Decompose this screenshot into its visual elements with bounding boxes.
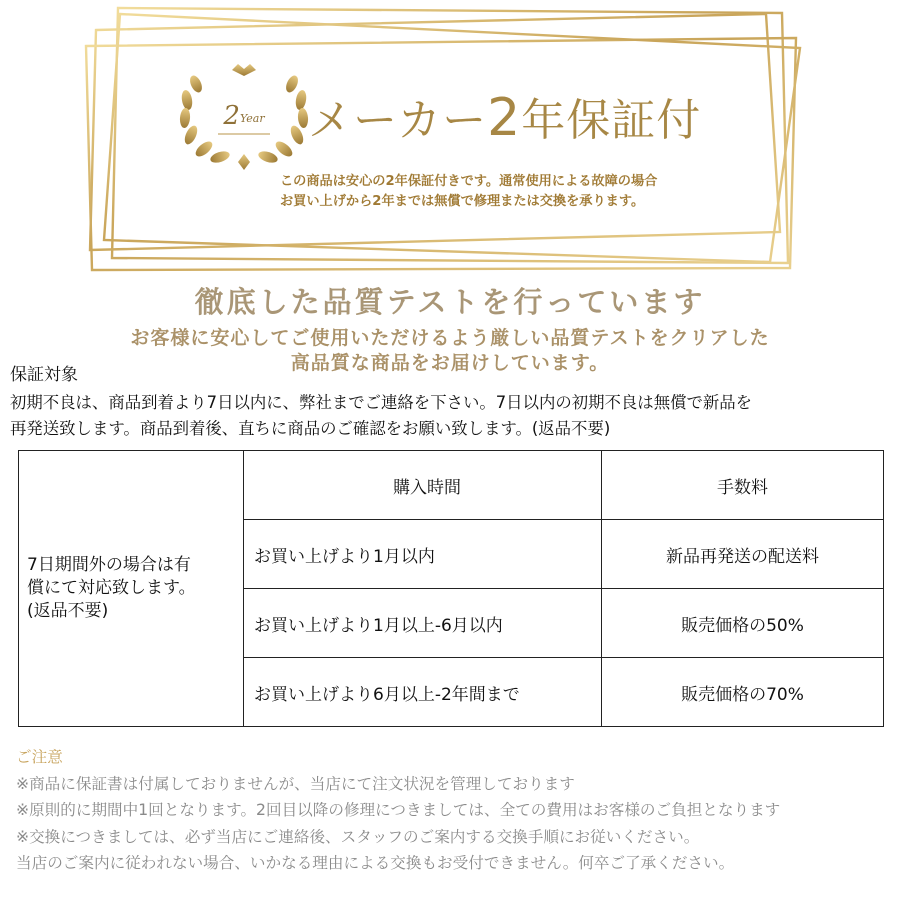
notes-section [16,744,896,877]
badge-text: 2Year [223,101,265,131]
headline-number: 2 [487,88,522,148]
fee-cell: 販売価格の70% [602,658,884,727]
header-period: 購入時間 [244,451,602,520]
period-cell: お買い上げより6月以上-2年間まで [244,658,602,727]
warranty-headline [308,84,701,148]
note-line: 当店のご案内に従われない場合、いかなる理由による交換もお受付できません。何卒ご了承ください。 [16,854,735,872]
quality-subtitle-line: お客様に安心してご使用いただけるよう厳しい品質テストをクリアした [130,327,770,349]
fee-table [18,450,884,727]
coverage-note-line: 7日期間外の場合は有 [27,555,191,575]
coverage-note-line: 償にて対応致します。 [27,578,196,598]
notice-line: お買い上げから2年までは無償で修理または交換を承ります。 [280,194,645,209]
section-label: 保証対象 [10,365,78,385]
period-cell: お買い上げより1月以上-6月以内 [244,589,602,658]
notes-heading: ご注意 [16,748,63,766]
note-line: ※商品に保証書は付属しておりませんが、当店にて注文状況を管理しております [16,774,575,793]
intro-line: 初期不良は、商品到着より7日以内に、弊社までご連絡を下さい。7日以内の初期不良は無償で新品を [10,393,753,412]
warranty-banner [0,0,900,280]
headline-suffix: 年保証付 [521,95,702,146]
laurel-wreath-icon [170,62,318,172]
table-header-row [19,451,884,520]
coverage-note-cell [19,451,244,727]
warranty-notice [280,172,760,212]
quality-subtitle [0,326,900,376]
header-fee: 手数料 [602,451,884,520]
quality-subtitle-line: 高品質な商品をお届けしています。 [290,352,610,374]
intro-line: 再発送致します。商品到着後、直ちに商品のご確認をお願い致します。(返品不要) [10,419,611,438]
fee-cell: 新品再発送の配送料 [602,520,884,589]
notice-line: この商品は安心の2年保証付きです。通常使用による故障の場合 [280,174,658,189]
coverage-note-line: (返品不要) [27,601,109,621]
warranty-intro [10,390,894,442]
fee-cell: 販売価格の50% [602,589,884,658]
quality-title: 徹底した品質テストを行っています [194,285,706,319]
note-line: ※交換につきましては、必ず当店にご連絡後、スタッフのご案内する交換手順にお従いください。 [16,827,700,846]
period-cell: お買い上げより1月以内 [244,520,602,589]
note-line: ※原則的に期間中1回となります。2回目以降の修理につきましては、全ての費用はお客様のご負担となります [16,801,781,819]
headline-prefix: メーカー [308,95,488,146]
